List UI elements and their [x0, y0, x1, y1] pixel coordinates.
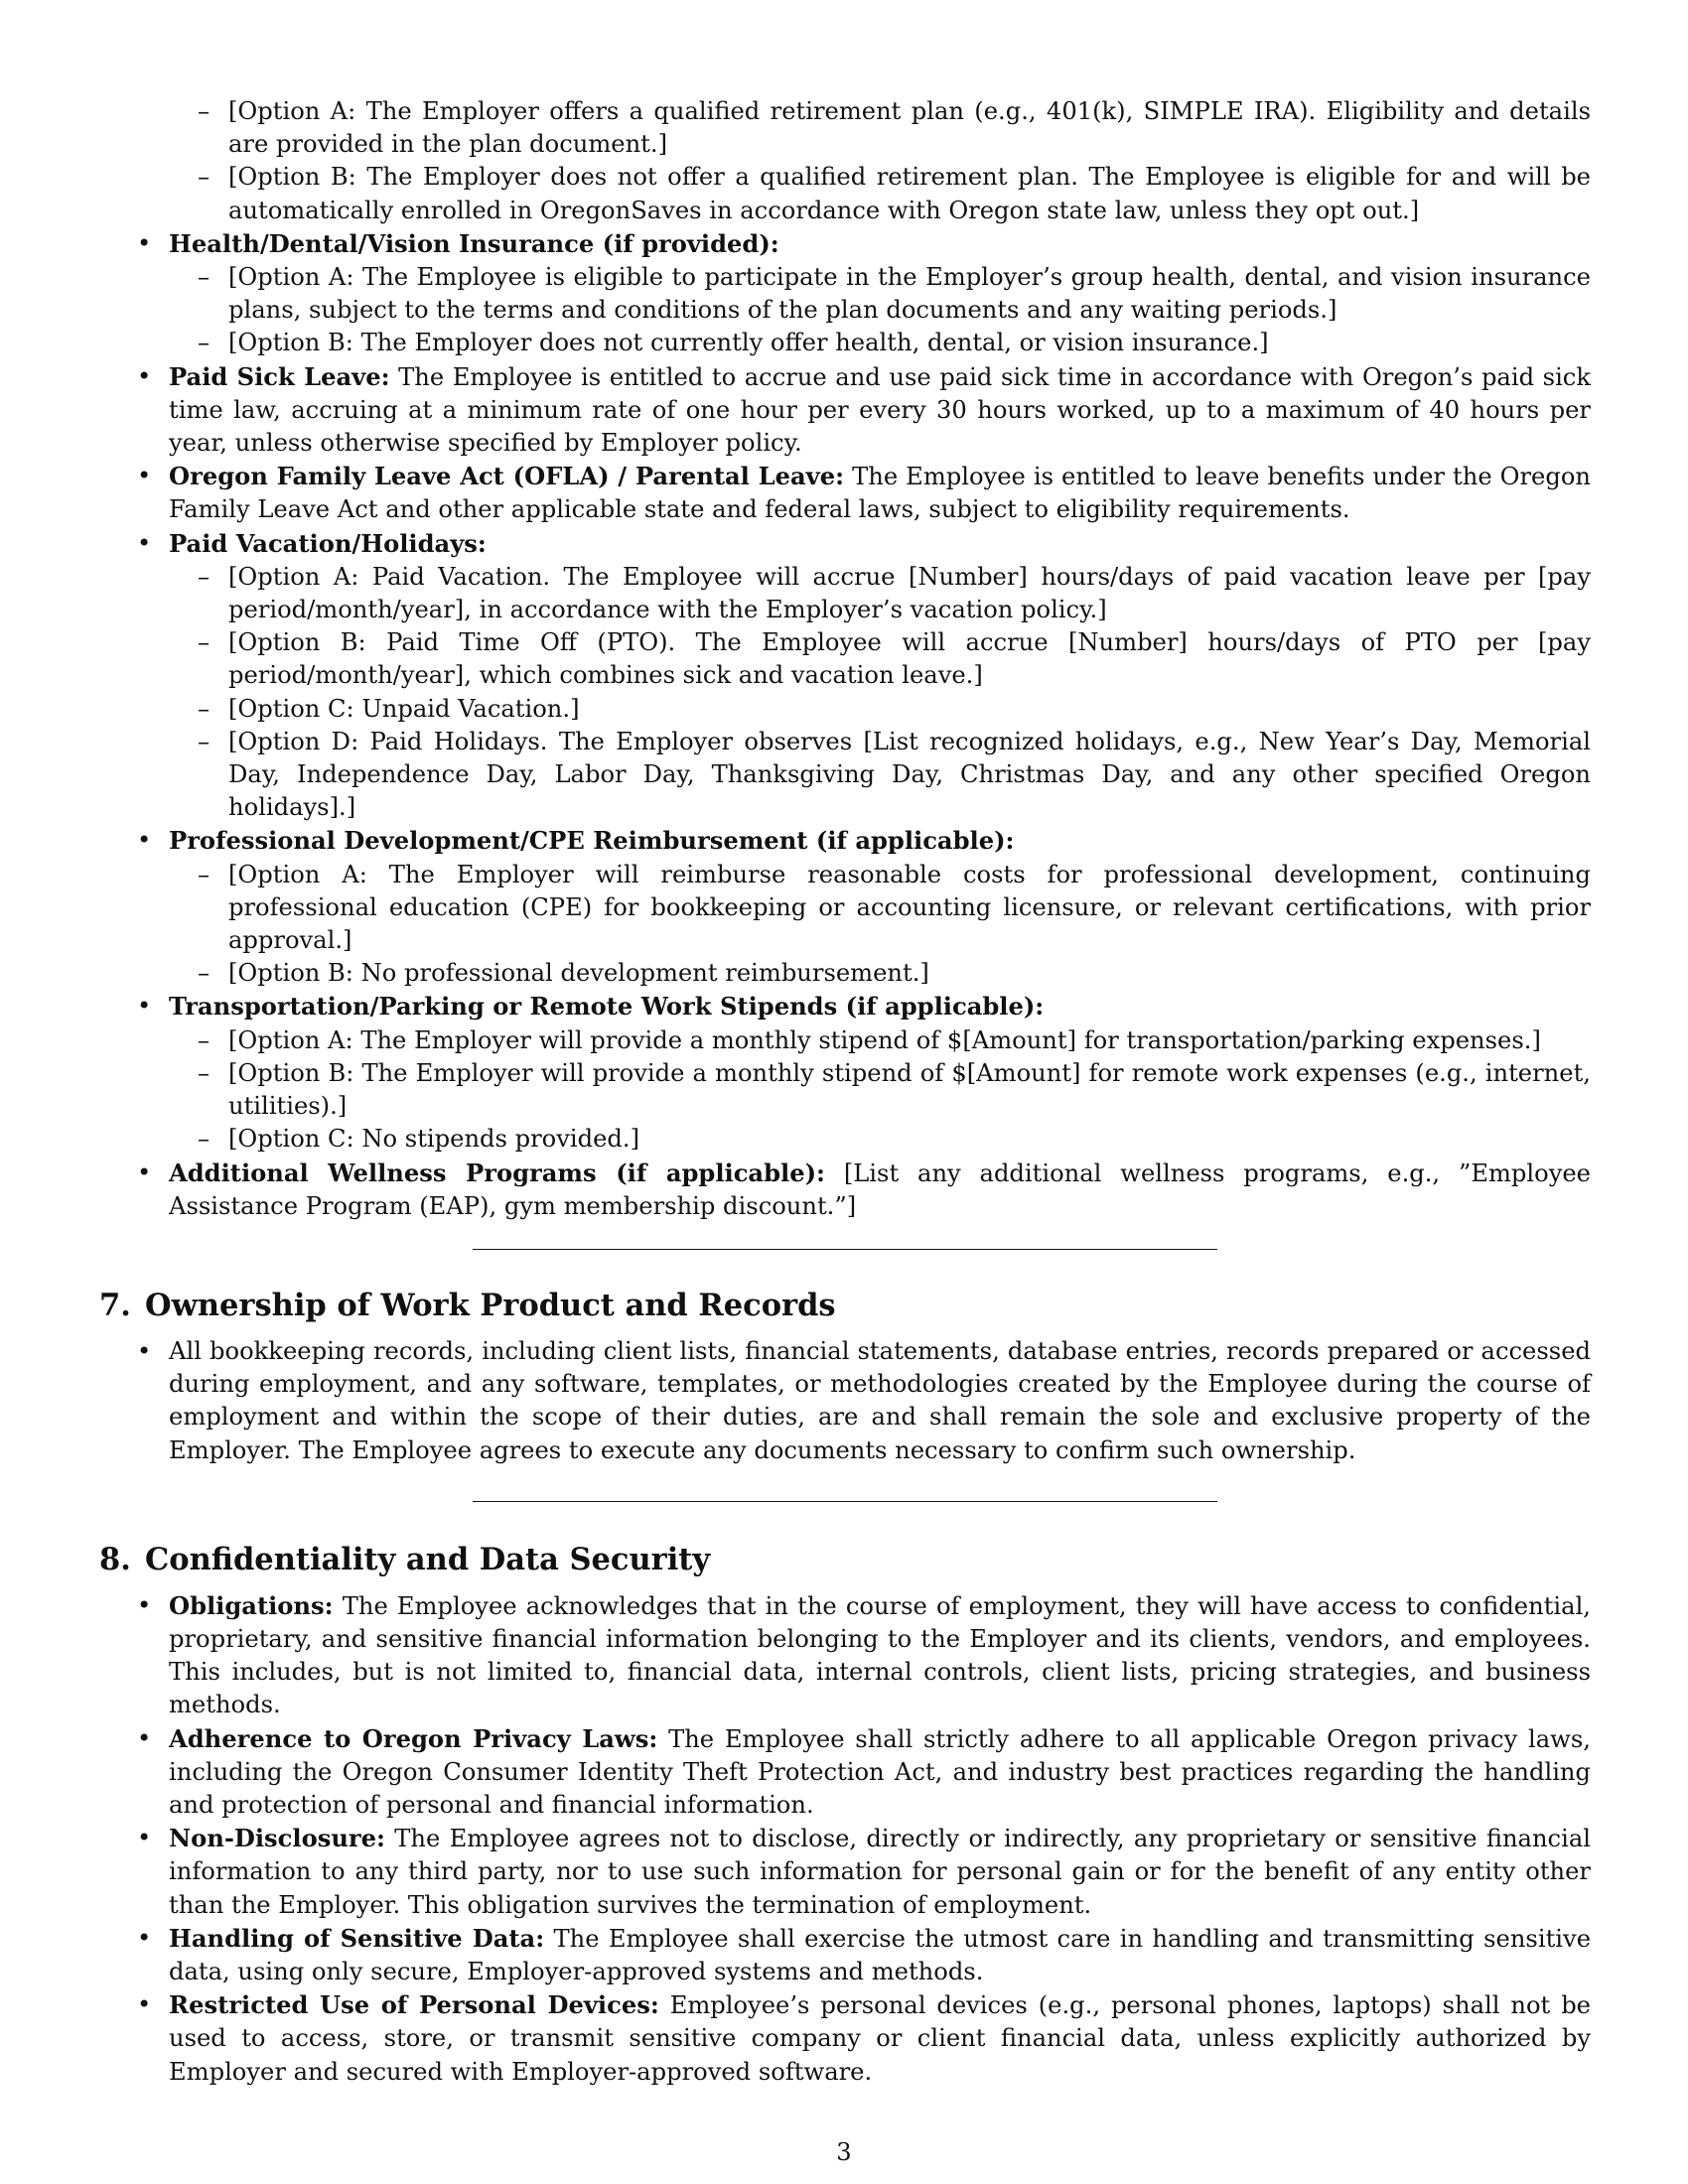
- section-number: 8.: [99, 1541, 131, 1577]
- retirement-option-a: – [Option A: The Employer offers a qualified retirement plan (e.g., 401(k), SIMPLE IRA). Eligibility and details are provided in the plan document.]: [198, 97, 1591, 159]
- section-heading-8: [99, 1540, 1591, 1579]
- vacation-option-a: – [Option A: Paid Vacation. The Employee will accrue [Number] hours/days of paid vacation leave per [pay period/month/year], in accordance with the Employer’s vacation policy.]: [198, 562, 1591, 624]
- benefit-ofla: • Oregon Family Leave Act (OFLA) / Parental Leave: The Employee is entitled to leave benefits under the Oregon Family Leave Act and other applicable state and federal laws, subject to eligibility requirements.: [137, 462, 1591, 524]
- section8-list: [99, 1589, 1591, 2089]
- item-label: Non-Disclosure:: [169, 1824, 385, 1853]
- section-title: Ownership of Work Product and Records: [145, 1287, 836, 1323]
- retirement-options-list: [99, 95, 1591, 227]
- item-label: Restricted Use of Personal Devices:: [169, 1990, 659, 2020]
- section-divider: [473, 1249, 1217, 1250]
- section7-item: • All bookkeeping records, including client lists, financial statements, database entries, records prepared or accessed during employment, and any software, templates, or methodologies created by the Employee during the course of employment and within the scope of their duties, are and shall remain the sole and exclusive property of the Employer. The Employee agrees to execute any documents necessary to confirm such ownership.: [137, 1336, 1591, 1464]
- health-option-a: – [Option A: The Employee is eligible to participate in the Employer’s group health, dental, and vision insurance plans, subject to the terms and conditions of the plan documents and any waiting periods.]: [198, 263, 1591, 325]
- section7-list: [99, 1335, 1591, 1467]
- benefit-sick-leave: • Paid Sick Leave: The Employee is entitled to accrue and use paid sick time in accordance with Oregon’s paid sick time law, accruing at a minimum rate of one hour per every 30 hours worked, up to a maximum of 40 hours per year, unless otherwise specified by Employer policy.: [137, 361, 1592, 458]
- page-number: 3: [836, 2138, 852, 2166]
- benefit-cpe: • Professional Development/CPE Reimbursement (if applicable): – [Option A: The Employer will reimburse reasonable costs for professional development, continuing professional education (CPE) for bookkeeping or accounting licensure, or relevant certifications, with prior approval.] – [Option B: No professional development reimbursement.]: [99, 824, 1591, 990]
- section8-item-obligations: • Obligations: The Employee acknowledges that in the course of employment, they will have access to confidential, proprietary, and sensitive financial information belonging to the Employer and its clients, vendors, and employees. This includes, but is not limited to, financial data, internal controls, client lists, pricing strategies, and business methods.: [137, 1590, 1591, 1719]
- stipend-option-a: – [Option A: The Employer will provide a monthly stipend of $[Amount] for transportation/parking expenses.]: [198, 1025, 1541, 1054]
- stipend-option-b: – [Option B: The Employer will provide a monthly stipend of $[Amount] for remote work expenses (e.g., internet, utilities).]: [198, 1058, 1591, 1121]
- health-option-b: – [Option B: The Employer does not currently offer health, dental, or vision insurance.]: [198, 329, 1269, 357]
- item-label: Handling of Sensitive Data:: [169, 1923, 545, 1953]
- cpe-option-b: – [Option B: No professional development reimbursement.]: [198, 959, 929, 988]
- benefits-list: [99, 227, 1591, 1223]
- cpe-option-a: – [Option A: The Employer will reimburse reasonable costs for professional development, continuing professional education (CPE) for bookkeeping or accounting licensure, or relevant certifications, with prior approval.]: [198, 860, 1591, 955]
- section8-item-personal-devices: • Restricted Use of Personal Devices: Employee’s personal devices (e.g., personal phones, laptops) shall not be used to access, store, or transmit sensitive company or client financial data, unless explicitly authorized by Employer and secured with Employer-approved software.: [137, 1990, 1591, 2086]
- section-divider: [473, 1501, 1217, 1502]
- benefit-health-insurance: • Health/Dental/Vision Insurance (if provided): – [Option A: The Employee is eligible to participate in the Employer’s group health, dental, and vision insurance plans, subject to the terms and conditions of the plan documents and any waiting periods.] – [Option B: The Employer does not currently offer health, dental, or vision insurance.]: [99, 227, 1591, 360]
- section-title: Confidentiality and Data Security: [145, 1541, 711, 1577]
- benefit-label: Paid Sick Leave:: [169, 361, 390, 391]
- benefit-vacation: • Paid Vacation/Holidays: – [Option A: Paid Vacation. The Employee will accrue [Number] hours/days of paid vacation leave per [pay period/month/year], in accordance with the Employer’s vacation policy.] – [Option B: Paid Time Off (PTO). The Employee will accrue [Number] hours/days of PTO per [pay period/month/year], which combines sick and vacation leave.] – [Option C: Unpaid Vacation.] – [Option D: Paid Holidays. The Employer observes [List recognized holidays, e.g., New Year’s Day, Memorial Day, Independence Day, Labor Day, Thanksgiving Day, Christmas Day, and any other specified Oregon holidays].]: [99, 527, 1591, 825]
- benefit-wellness: • Additional Wellness Programs (if applicable): [List any additional wellness programs, e.g., ”Employee Assistance Program (EAP), gym membership discount.”]: [137, 1158, 1591, 1220]
- retirement-option-b: – [Option B: The Employer does not offer a qualified retirement plan. The Employee is eligible for and will be automatically enrolled in OregonSaves in accordance with Oregon state law, unless they opt out.]: [198, 163, 1591, 224]
- vacation-option-c: – [Option C: Unpaid Vacation.]: [198, 694, 580, 723]
- section-number: 7.: [99, 1287, 131, 1323]
- benefit-label: Transportation/Parking or Remote Work Stipends (if applicable):: [169, 992, 1045, 1022]
- vacation-option-b: – [Option B: Paid Time Off (PTO). The Employee will accrue [Number] hours/days of PTO per [pay period/month/year], which combines sick and vacation leave.]: [198, 628, 1591, 690]
- vacation-option-d: – [Option D: Paid Holidays. The Employer observes [List recognized holidays, e.g., New Year’s Day, Memorial Day, Independence Day, Labor Day, Thanksgiving Day, Christmas Day, and any other specified Oregon holidays].]: [198, 727, 1591, 822]
- item-label: Obligations:: [169, 1590, 334, 1620]
- page-content: [99, 95, 1591, 2089]
- benefit-label: Additional Wellness Programs (if applicable):: [169, 1158, 825, 1187]
- benefit-label: Professional Development/CPE Reimbursement (if applicable):: [169, 826, 1015, 856]
- benefit-label: Oregon Family Leave Act (OFLA) / Parental Leave:: [169, 462, 845, 491]
- section8-item-sensitive-data: • Handling of Sensitive Data: The Employee shall exercise the utmost care in handling and transmitting sensitive data, using only secure, Employer-approved systems and methods.: [137, 1923, 1592, 1985]
- benefit-label: Paid Vacation/Holidays:: [169, 528, 487, 558]
- item-label: Adherence to Oregon Privacy Laws:: [169, 1723, 658, 1753]
- section8-item-non-disclosure: • Non-Disclosure: The Employee agrees not to disclose, directly or indirectly, any proprietary or sensitive financial information to any third party, nor to use such information for personal gain or for the benefit of any entity other than the Employer. This obligation survives the termination of employment.: [137, 1824, 1591, 1919]
- section-heading-7: [99, 1286, 1591, 1325]
- stipend-option-c: – [Option C: No stipends provided.]: [198, 1125, 640, 1154]
- section8-item-privacy-laws: • Adherence to Oregon Privacy Laws: The Employee shall strictly adhere to all applicable Oregon privacy laws, including the Oregon Consumer Identity Theft Protection Act, and industry best practices regarding the handling and protection of personal and financial information.: [137, 1723, 1591, 1819]
- benefit-label: Health/Dental/Vision Insurance (if provided):: [169, 228, 779, 258]
- benefit-stipends: • Transportation/Parking or Remote Work Stipends (if applicable): – [Option A: The Employer will provide a monthly stipend of $[Amount] for transportation/parking expenses.] – [Option B: The Employer will provide a monthly stipend of $[Amount] for remote work expenses (e.g., internet, utilities).] – [Option C: No stipends provided.]: [99, 990, 1591, 1156]
